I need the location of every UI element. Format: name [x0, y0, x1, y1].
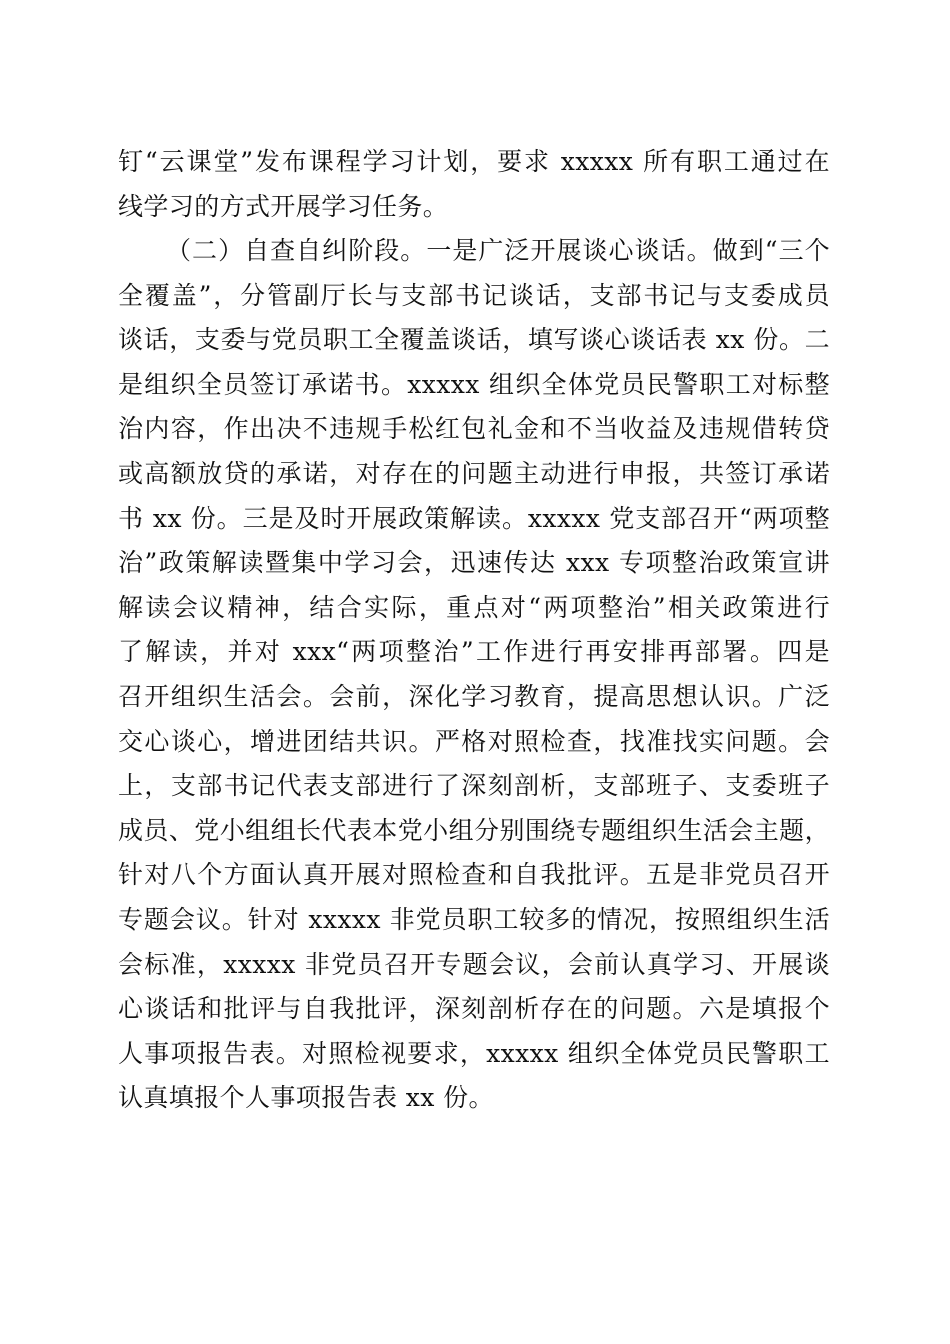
- text-line: 谈话，支委与党员职工全覆盖谈话，填写谈心谈话表 xx 份。二: [118, 325, 830, 355]
- text-line: 成员、党小组组长代表本党小组分别围绕专题组织生活会主题，: [118, 815, 830, 845]
- text-line: 了解读，并对 xxx“两项整治”工作进行再安排再部署。四是: [118, 637, 830, 667]
- text-line: 专题会议。针对 xxxxx 非党员职工较多的情况，按照组织生活: [118, 904, 830, 934]
- text-line: 钉“云课堂”发布课程学习计划，要求 xxxxx 所有职工通过在: [118, 147, 830, 176]
- text-line: 上，支部书记代表支部进行了深刻剖析，支部班子、支委班子: [118, 771, 830, 801]
- text-line: 心谈话和批评与自我批评，深刻剖析存在的问题。六是填报个: [118, 994, 830, 1024]
- text-line: 人事项报告表。对照检视要求，xxxxx 组织全体党员民警职工: [118, 1038, 830, 1068]
- text-line: 治内容，作出决不违规手松红包礼金和不当收益及违规借转贷: [118, 414, 830, 444]
- text-line: 会标准，xxxxx 非党员召开专题会议，会前认真学习、开展谈: [118, 949, 830, 979]
- text-line: 全覆盖”，分管副厅长与支部书记谈话，支部书记与支委成员: [118, 280, 830, 310]
- text-line: 或高额放贷的承诺，对存在的问题主动进行申报，共签订承诺: [118, 458, 830, 488]
- paragraph-cloud-classroom: [118, 140, 830, 229]
- paragraph-self-inspection-stage: [118, 229, 830, 1121]
- text-line: 认真填报个人事项报告表 xx 份。: [118, 1083, 494, 1113]
- section-heading-line: （二）自查自纠阶段。一是广泛开展谈心谈话。做到“三个: [166, 236, 830, 265]
- text-line: 解读会议精神，结合实际，重点对“两项整治”相关政策进行: [118, 592, 830, 622]
- text-line: 书 xx 份。三是及时开展政策解读。xxxxx 党支部召开“两项整: [118, 503, 830, 533]
- text-line: 召开组织生活会。会前，深化学习教育，提高思想认识。广泛: [118, 681, 830, 711]
- text-line: 交心谈心，增进团结共识。严格对照检查，找准找实问题。会: [118, 726, 830, 756]
- text-line: 治”政策解读暨集中学习会，迅速传达 xxx 专项整治政策宣讲: [118, 548, 830, 578]
- text-line: 针对八个方面认真开展对照检查和自我批评。五是非党员召开: [118, 860, 830, 890]
- text-line: 线学习的方式开展学习任务。: [118, 191, 449, 221]
- text-line: 是组织全员签订承诺书。xxxxx 组织全体党员民警职工对标整: [118, 369, 830, 399]
